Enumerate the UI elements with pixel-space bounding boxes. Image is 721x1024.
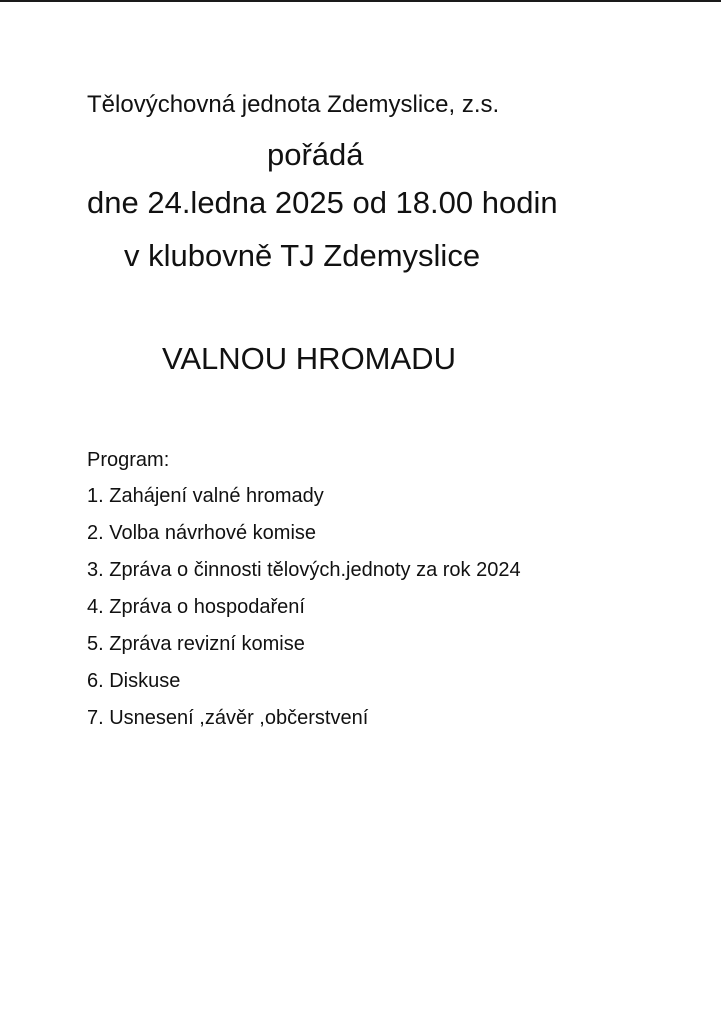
event-location: v klubovně TJ Zdemyslice bbox=[124, 238, 481, 273]
program-item: 4. Zpráva o hospodaření bbox=[87, 596, 305, 618]
program-item: 3. Zpráva o činnosti tělových.jednoty za rok 2024 bbox=[87, 559, 521, 581]
program-item: 2. Volba návrhové komise bbox=[87, 522, 317, 544]
program-item: 6. Diskuse bbox=[87, 670, 181, 692]
event-date-time: dne 24.ledna 2025 od 18.00 hodin bbox=[87, 185, 558, 220]
event-title: VALNOU HROMADU bbox=[162, 341, 456, 376]
program-item: 1. Zahájení valné hromady bbox=[87, 485, 324, 507]
announcement-verb: pořádá bbox=[267, 137, 364, 172]
program-item: 5. Zpráva revizní komise bbox=[87, 633, 305, 655]
top-border-line bbox=[0, 0, 721, 2]
organization-name: Tělovýchovná jednota Zdemyslice, z.s. bbox=[87, 91, 500, 118]
program-item: 7. Usnesení ,závěr ,občerstvení bbox=[87, 707, 369, 729]
program-list bbox=[87, 486, 521, 745]
program-heading: Program: bbox=[87, 449, 170, 471]
